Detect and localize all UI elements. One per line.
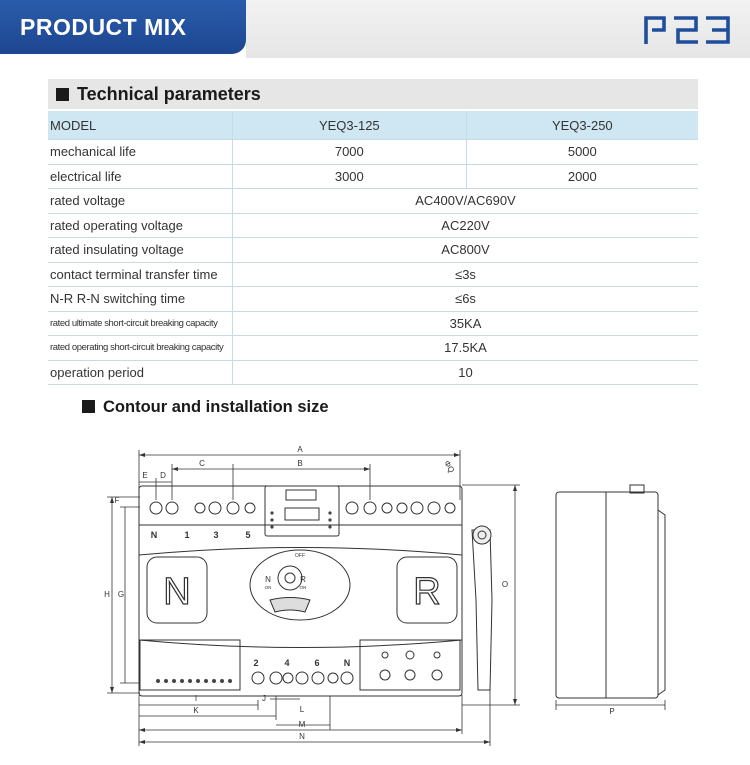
table-header-row — [48, 111, 698, 140]
dim-a-label: A — [297, 445, 303, 454]
row-value: 5000 — [466, 140, 698, 165]
row-value: 3000 — [233, 164, 467, 189]
dim-h-label: H — [104, 590, 110, 599]
parameters-table — [48, 111, 698, 385]
table-row — [48, 238, 698, 263]
heading-text: Contour and installation size — [103, 398, 329, 416]
row-value: AC800V — [233, 238, 699, 263]
row-label: rated voltage — [48, 189, 233, 214]
dim-c-label: C — [199, 459, 205, 468]
table-row — [48, 262, 698, 287]
row-label: electrical life — [48, 164, 233, 189]
row-value: 35KA — [233, 311, 699, 336]
knob-r-label: R — [300, 575, 306, 584]
panel-r-label: R — [413, 571, 441, 613]
row-value: 2000 — [466, 164, 698, 189]
terminal-label: 1 — [184, 530, 190, 540]
row-label: mechanical life — [48, 140, 233, 165]
row-value: ≤3s — [233, 262, 699, 287]
col-header-yeq3-250: YEQ3-250 — [466, 111, 698, 140]
table-row — [48, 311, 698, 336]
dim-n-label: N — [299, 732, 305, 741]
r3-brand-logo-icon — [640, 10, 735, 50]
panel-n-label: N — [163, 571, 191, 613]
table-row — [48, 287, 698, 312]
row-value: ≤6s — [233, 287, 699, 312]
table-row — [48, 140, 698, 165]
bullet-square-icon — [56, 88, 69, 101]
table-row — [48, 189, 698, 214]
terminal-label: 4 — [284, 658, 290, 668]
dim-b-label: B — [297, 459, 303, 468]
row-value: AC220V — [233, 213, 699, 238]
dim-e-label: E — [142, 471, 148, 480]
table-row — [48, 213, 698, 238]
heading-text: Technical parameters — [77, 84, 261, 104]
row-label: operation period — [48, 360, 233, 385]
contour-drawing — [0, 430, 750, 765]
row-value: AC400V/AC690V — [233, 189, 699, 214]
row-label: contact terminal transfer time — [48, 262, 233, 287]
col-header-yeq3-125: YEQ3-125 — [233, 111, 467, 140]
dim-f-label: F — [114, 496, 120, 505]
row-value: 7000 — [233, 140, 467, 165]
row-label: rated operating voltage — [48, 213, 233, 238]
bullet-square-icon — [82, 400, 95, 413]
page-title: PRODUCT MIX — [0, 0, 246, 54]
dim-d-label: D — [160, 471, 166, 480]
terminal-label: N — [343, 658, 351, 668]
dim-m-label: M — [298, 720, 306, 729]
terminal-label: 6 — [314, 658, 320, 668]
col-header-model: MODEL — [48, 111, 233, 140]
terminal-label: 3 — [213, 530, 219, 540]
dim-i-label: I — [194, 694, 198, 703]
dim-k-label: K — [193, 706, 199, 715]
row-label: rated operating short-circuit breaking capacity — [48, 336, 233, 361]
technical-parameters-heading — [48, 79, 698, 109]
terminal-label: 2 — [253, 658, 259, 668]
terminal-label: 5 — [245, 530, 251, 540]
row-label: rated ultimate short-circuit breaking capacity — [48, 311, 233, 336]
dim-o-label: O — [501, 580, 509, 589]
row-value: 17.5KA — [233, 336, 699, 361]
table-row — [48, 164, 698, 189]
row-label: rated insulating voltage — [48, 238, 233, 263]
knob-r-sub-label: ON — [299, 585, 307, 590]
row-value: 10 — [233, 360, 699, 385]
dim-l-label: L — [299, 705, 305, 714]
knob-n-sub-label: ON — [264, 585, 272, 590]
dim-p-label: P — [609, 707, 615, 716]
dim-j-label: J — [262, 694, 266, 703]
dim-g-label: G — [117, 590, 125, 599]
knob-n-label: N — [265, 575, 271, 584]
table-row — [48, 336, 698, 361]
knob-off-label: OFF — [295, 553, 305, 559]
top-banner — [0, 0, 750, 58]
terminal-label: N — [150, 530, 158, 540]
table-row — [48, 360, 698, 385]
contour-heading — [82, 398, 329, 417]
row-label: N-R R-N switching time — [48, 287, 233, 312]
dim-phi-q-label: ΦQ — [442, 459, 457, 475]
